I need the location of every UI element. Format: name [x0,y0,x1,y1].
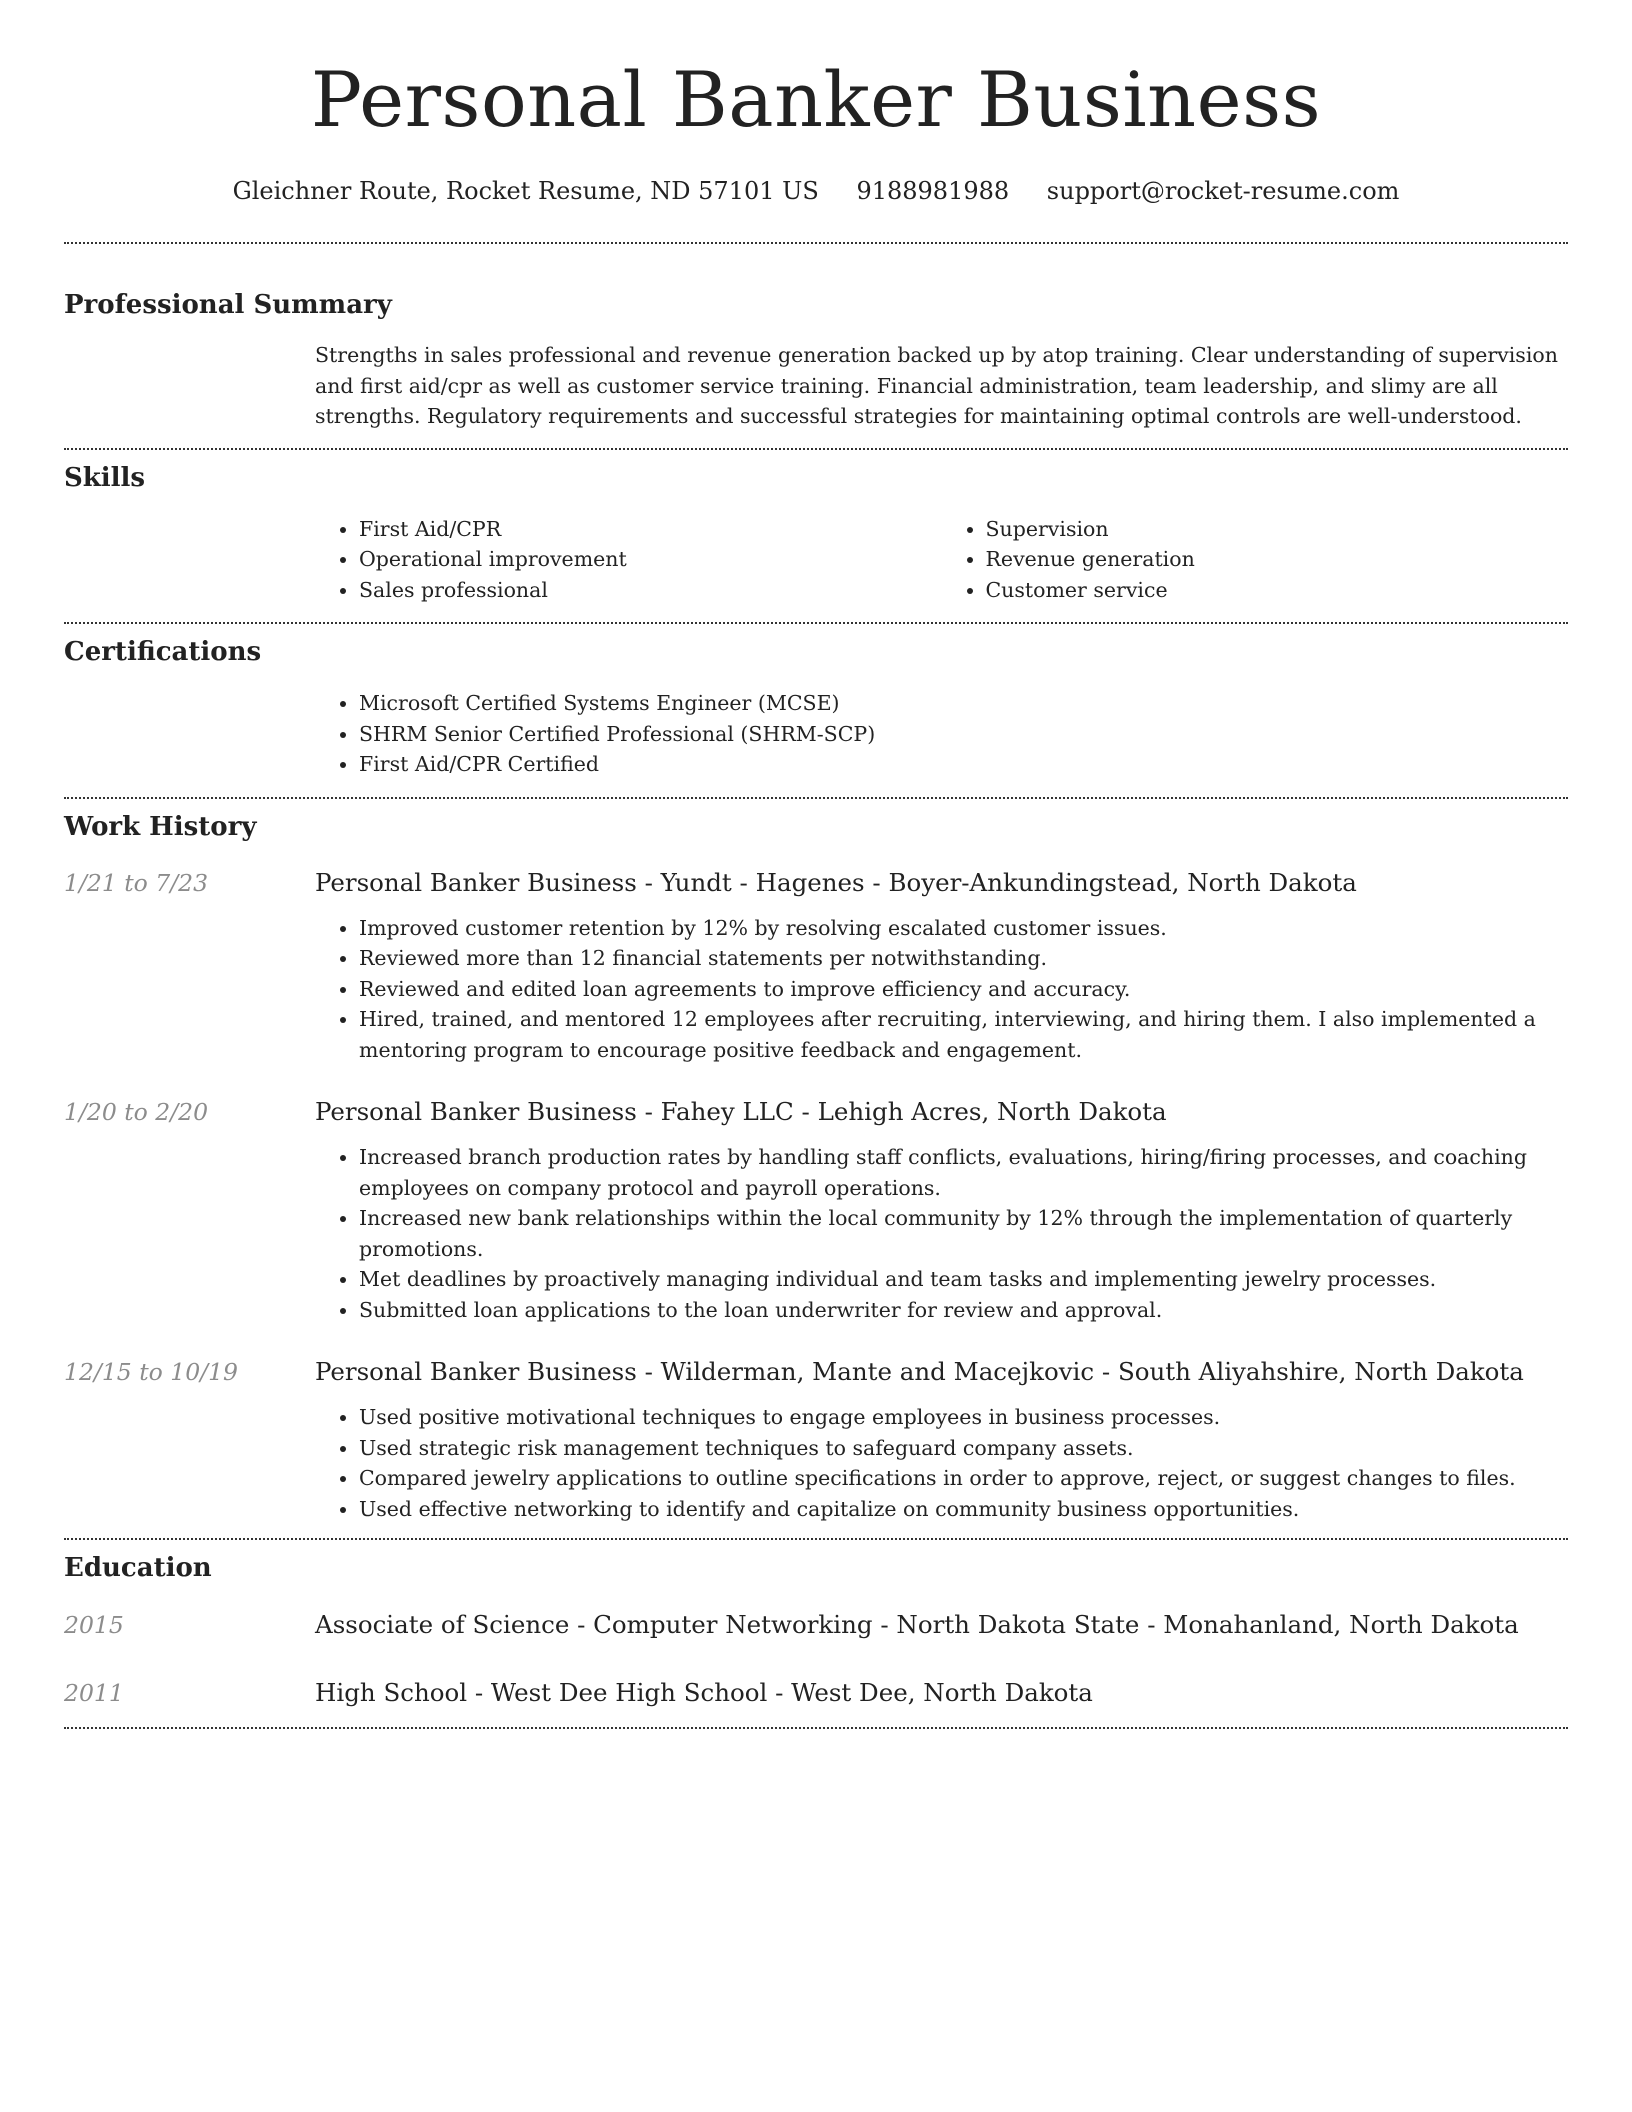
skills-heading: Skills [64,462,146,493]
job-bullet: • Submitted loan applications to the loan underwriter for review and approval. [359,1295,1568,1326]
job-title: Personal Banker Business - Wilderman, Mante and Macejkovic - South Aliyahshire, North Dakota [315,1357,1524,1386]
job-bullet: • Reviewed and edited loan agreements to improve efficiency and accuracy. [359,974,1568,1005]
job-bullet: • Reviewed more than 12 financial statements per notwithstanding. [359,943,1568,974]
job-bullet: • Used strategic risk management techniques to safeguard company assets. [359,1433,1568,1464]
job-dates: 12/15 to 10/19 [64,1358,238,1386]
skill-item: • Supervision [986,514,1569,545]
job-entry [64,1095,1568,1325]
work-history-section [64,799,1568,1539]
skills-section [64,450,1568,623]
section-divider [64,1727,1568,1729]
education-entry [64,1676,1568,1727]
contact-phone: 9188981988 [856,177,1010,205]
certifications-list-wrap [315,688,1568,797]
work-history-heading: Work History [64,811,257,842]
education-entry [64,1608,1568,1642]
job-bullet: • Increased branch production rates by handling staff conflicts, evaluations, hiring/firing processes, and coaching employees on company protocol and payroll operations. [359,1142,1568,1203]
certification-item: • First Aid/CPR Certified [359,749,1568,780]
job-details [315,1355,1568,1524]
job-bullet: • Used effective networking to identify and capitalize on community business opportunities. [359,1494,1568,1525]
job-title: Personal Banker Business - Yundt - Hagenes - Boyer-Ankundingstead, North Dakota [315,867,1357,897]
certifications-heading: Certifications [64,637,262,667]
job-bullet: • Increased new bank relationships within the local community by 12% through the implementation of quarterly promotions. [359,1203,1568,1264]
job-details [315,1095,1568,1325]
certifications-section [64,624,1568,797]
education-details: High School - West Dee High School - West Dee, North Dakota [315,1678,1093,1707]
contact-email: support@rocket-resume.com [1046,177,1400,205]
certification-item: • Microsoft Certified Systems Engineer (MCSE) [359,688,1568,719]
skills-right-list [942,514,1569,606]
education-year: 2011 [64,1679,124,1707]
summary-heading: Professional Summary [64,290,392,320]
job-bullet: • Used positive motivational techniques to engage employees in business processes. [359,1402,1568,1433]
job-title: Personal Banker Business - Fahey LLC - Lehigh Acres, North Dakota [315,1097,1167,1126]
job-details [315,866,1568,1066]
job-bullets [315,1142,1568,1325]
certifications-list [315,688,1568,780]
education-year: 2015 [64,1611,124,1639]
summary-text: Strengths in sales professional and revenue generation backed up by atop training. Clear understanding of supervision and first aid/cpr as well as customer service training. Financial administration, team leadership, and slimy are all strengths. Regulatory requirements and successful strategies for maintaining optimal controls are well-understood. [315,343,1558,428]
skill-item: • First Aid/CPR [359,514,942,545]
skills-left-list [315,514,942,606]
skills-columns [315,514,1568,623]
job-dates: 1/21 to 7/23 [64,868,209,897]
job-bullet: • Hired, trained, and mentored 12 employees after recruiting, interviewing, and hiring them. I also implemented a mentoring program to encourage positive feedback and engagement. [359,1004,1568,1065]
skill-item: • Operational improvement [359,544,942,575]
contact-address: Gleichner Route, Rocket Resume, ND 57101 US [232,177,819,205]
job-bullets [315,913,1568,1066]
education-heading: Education [64,1553,212,1583]
skill-item: • Sales professional [359,575,942,606]
job-bullets [315,1402,1568,1524]
skill-item: • Customer service [986,575,1569,606]
skill-item: • Revenue generation [986,544,1569,575]
contact-line [64,174,1568,208]
summary-section [64,244,1568,448]
education-details: Associate of Science - Computer Networking - North Dakota State - Monahanland, North Dakota [315,1610,1519,1639]
job-bullet: • Compared jewelry applications to outline specifications in order to approve, reject, or suggest changes to files. [359,1463,1568,1494]
certification-item: • SHRM Senior Certified Professional (SHRM-SCP) [359,719,1568,750]
job-bullet: • Improved customer retention by 12% by resolving escalated customer issues. [359,913,1568,944]
job-bullet: • Met deadlines by proactively managing individual and team tasks and implementing jewelry processes. [359,1264,1568,1295]
resume-name: Personal Banker Business [310,55,1322,144]
education-section [64,1540,1568,1727]
job-dates: 1/20 to 2/20 [64,1098,209,1126]
job-entry [64,866,1568,1066]
job-entry [64,1355,1568,1538]
